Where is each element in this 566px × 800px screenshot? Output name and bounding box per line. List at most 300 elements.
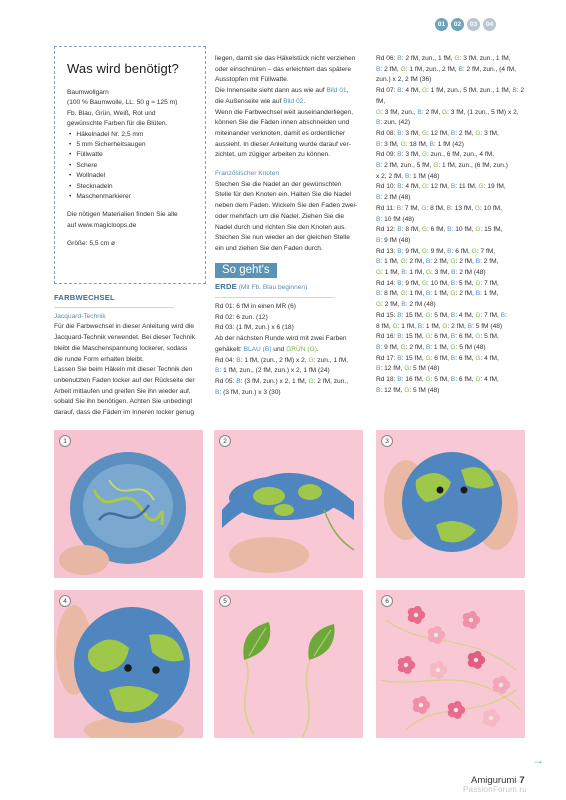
materials-item: • Stecknadeln xyxy=(69,182,193,192)
color-code-gruen: G xyxy=(421,247,427,255)
materials-intro-line: Baumwollgarn xyxy=(67,89,109,96)
page-indicator xyxy=(435,18,496,31)
text-span: : 16 fM, xyxy=(401,376,426,384)
materials-item: • Füllwatte xyxy=(69,150,193,160)
color-code-blau: B xyxy=(450,279,456,287)
color-code-blau: B xyxy=(376,290,381,298)
text-span: : 9 fM, xyxy=(426,247,448,255)
text-span: : 6 fM, xyxy=(430,354,451,362)
color-code-blau: B xyxy=(397,247,402,255)
text-span: die Außenseite wie auf xyxy=(215,97,284,105)
materials-item: • Wollnadel xyxy=(69,171,193,181)
color-code-gruen: G xyxy=(376,108,382,116)
text-span: : 3 fM, xyxy=(480,129,499,137)
bild-01-link[interactable]: Bild 01 xyxy=(326,87,347,95)
color-code-gruen: G xyxy=(376,301,382,309)
page-dot: 02 xyxy=(451,18,464,31)
text-span: : 10 fM, xyxy=(451,226,476,234)
color-code-blau: B xyxy=(417,108,422,116)
text-span: : 10 fM, xyxy=(480,204,503,212)
photo-leaves xyxy=(214,590,363,738)
magazine-name: Amigurumi xyxy=(471,775,517,786)
color-code-blau: B xyxy=(376,258,381,266)
color-code-gruen: G xyxy=(400,290,406,298)
text-span: : xyxy=(505,311,507,319)
text-span: : 4 fM, xyxy=(480,376,499,384)
round-line xyxy=(376,140,526,151)
page-dot: 01 xyxy=(435,18,448,31)
color-code-gruen: G xyxy=(400,258,406,266)
round-line xyxy=(376,322,526,333)
materials-note-line: Die nötigen Materialien finden Sie alle xyxy=(67,211,178,219)
color-code-gruen: G xyxy=(454,55,460,62)
color-code-blau: B xyxy=(397,311,402,319)
text-span: Rd 09: xyxy=(376,151,398,159)
color-code-gruen: G xyxy=(421,183,427,191)
divider xyxy=(215,297,335,298)
text-span: : 6 fM, xyxy=(455,333,476,341)
text-span: : 1 fM, zun., 5 fM, zun., 1 fM, xyxy=(426,87,513,95)
color-code-gruen: G xyxy=(421,226,427,234)
photo-number: 1 xyxy=(59,435,71,447)
round-line xyxy=(376,386,526,397)
text-span: : 3 fM, xyxy=(401,129,422,137)
body-line: die runde Form erhalten bleibt. xyxy=(54,355,144,363)
text-span: : 1 fM (48) xyxy=(409,172,440,180)
text-span: : 1 fM, zun., (2 fM, zun.) x 2, 1 fM (24) xyxy=(219,367,330,375)
round-line xyxy=(376,247,526,258)
text-span: : 1 fM, xyxy=(380,258,401,266)
text-span: : 7 fM, xyxy=(480,311,501,319)
body-line: Nadel durch und richten Sie den Knoten aus. xyxy=(215,223,347,231)
round-line xyxy=(215,356,375,367)
text-span: : 5 fM (48) xyxy=(409,386,440,394)
color-code-gruen: G xyxy=(475,279,481,287)
color-code-blau: B xyxy=(425,343,431,351)
materials-item: • Maschenmarkierer xyxy=(69,192,193,202)
text-span: : 5 fM, xyxy=(455,279,476,287)
erde-heading-line xyxy=(215,282,375,294)
round-line xyxy=(376,75,526,86)
text-span: : 1 fM (42) xyxy=(433,140,464,148)
text-span: : 18 fM, xyxy=(405,140,430,148)
color-code-blau: B xyxy=(215,367,220,375)
text-span: : 2 fM, xyxy=(405,343,426,351)
text-span: x 2, 2 fM, xyxy=(376,172,405,180)
text-span: : 8 fM, xyxy=(426,204,447,212)
knoten-heading: Französischer Knoten xyxy=(215,170,280,178)
round-line xyxy=(215,377,375,388)
round-line xyxy=(376,215,526,226)
text-span: : 15 fM, xyxy=(401,333,426,341)
color-code-blau: B xyxy=(425,258,431,266)
text-span: : 4 fM, xyxy=(401,183,422,191)
round-line xyxy=(376,332,526,343)
text-span: : 2 fM, xyxy=(455,129,476,137)
color-code-blau: B xyxy=(397,183,402,191)
photo-number: 6 xyxy=(381,595,393,607)
color-code-blau: B xyxy=(376,162,381,170)
text-span: Rd 07: xyxy=(376,87,398,95)
color-code-blau: B xyxy=(458,65,463,73)
text-span: : 3 fM, zun., xyxy=(381,108,418,116)
color-code-gruen: G xyxy=(421,151,427,159)
color-code-blau: B xyxy=(236,356,241,364)
bild-02-link[interactable]: Bild 02 xyxy=(283,97,304,105)
text-span: : 10 fM, xyxy=(426,279,451,287)
text-span: : 2 fM, zun., 1 fM, xyxy=(401,55,455,62)
text-span: : 6 fM, xyxy=(451,247,472,255)
body-line: unbenutzten Faden locker auf der Rückseite der xyxy=(54,376,195,384)
color-code-gruen: G xyxy=(441,108,448,116)
body-line: ein und ziehen Sie den Faden durch. xyxy=(215,244,323,252)
body-line: zichtet, um zügiger arbeiten zu können. xyxy=(215,151,331,159)
page-dot: 04 xyxy=(483,18,496,31)
color-code-gruen: G xyxy=(433,162,439,170)
text-span: : 2 fM, xyxy=(480,258,499,266)
round-line xyxy=(376,118,526,129)
text-span: : 2 fM, xyxy=(421,108,442,116)
round-line xyxy=(376,343,526,354)
photo-number: 4 xyxy=(59,595,71,607)
photo-inside-ball xyxy=(54,430,203,578)
text-span: : 15 fM, xyxy=(480,226,503,234)
materials-title: Was wird benötigt? xyxy=(67,61,179,76)
text-span: : 9 fM (48) xyxy=(380,236,411,244)
body-line: Ausstopfen mit Füllwatte. xyxy=(215,76,289,84)
color-code-gruen: G xyxy=(425,269,431,277)
text-span: , xyxy=(346,87,349,95)
text-span: : 1 fM, zun., 2 fM, xyxy=(405,65,459,73)
body-line: Jacquard-Technik verwendet. Bei dieser Technik xyxy=(54,334,195,342)
color-code-blau: B xyxy=(401,301,406,309)
text-span: : 1 fM, xyxy=(430,343,451,351)
round-line xyxy=(376,172,526,183)
text-span: : 2 fM, xyxy=(447,322,468,330)
text-span: : zun. (42) xyxy=(380,119,411,127)
color-code-blau: B xyxy=(236,377,241,385)
color-code-gruen: G xyxy=(450,290,456,298)
photo-number: 5 xyxy=(219,595,231,607)
text-span: : 2 fM, xyxy=(455,258,476,266)
color-code-blau: B xyxy=(397,279,402,287)
color-code-gruen: G xyxy=(404,386,410,394)
text-span: Rd 13: xyxy=(376,247,398,255)
text-span: : 1 fM, xyxy=(422,322,443,330)
body-line: Stechen Sie die Nadel an der gewünschten xyxy=(215,180,342,188)
text-span: : 2 fM, xyxy=(381,301,402,309)
photo-outside-half xyxy=(214,430,363,578)
color-code-blau: B xyxy=(447,226,452,234)
color-code-gruen: G xyxy=(421,279,427,287)
color-code-blau: B xyxy=(376,65,381,73)
text-span: : (3 fM, zun.) x 2, 1 fM, xyxy=(240,377,309,385)
text-span: : 1 fM, xyxy=(405,269,426,277)
round-line xyxy=(376,182,526,193)
text-span: . xyxy=(303,97,306,105)
body-line: können Sie die Fäden innen abschneiden und xyxy=(215,119,350,127)
text-span: Rd 04: xyxy=(215,356,237,364)
round-line xyxy=(376,375,526,386)
color-code-blau: B xyxy=(467,322,473,330)
round-line xyxy=(376,225,526,236)
farbwechsel-sub: Jacquard-Technik xyxy=(54,312,106,320)
text-span: : 10 fM (48) xyxy=(380,215,415,223)
body-line: oder einschnüren – das erleichtert das spätere xyxy=(215,65,351,73)
color-code-gruen: G xyxy=(425,311,431,319)
materials-box xyxy=(54,46,206,284)
text-span: : 2 fM (48) xyxy=(455,269,486,277)
text-span: Rd 05: xyxy=(215,377,237,385)
materials-item: • 5 mm Sicherheitsaugen xyxy=(69,140,193,150)
body-line: Ab der nächsten Runde wird mit zwei Farben xyxy=(215,335,347,343)
text-span: : 15 fM, xyxy=(401,311,426,319)
round-line xyxy=(376,108,526,119)
text-span: : 9 fM, xyxy=(401,247,422,255)
color-code-blau: B xyxy=(446,204,452,212)
text-span: : 1 fM, xyxy=(480,290,499,298)
color-code-gruen: G xyxy=(475,376,481,384)
text-span: : 2 fM, xyxy=(380,65,401,73)
page-dot: 03 xyxy=(467,18,480,31)
text-span: : 2 fM, xyxy=(455,290,476,298)
round-line: Rd 01: 6 fM in einen MR (6) xyxy=(215,303,296,311)
color-code-gruen: G xyxy=(475,354,481,362)
round-line xyxy=(215,366,375,377)
color-code-blau: B xyxy=(451,269,456,277)
photo-earth-eyes xyxy=(376,430,525,578)
color-code-gruen: G xyxy=(471,247,477,255)
color-code-gruen: G xyxy=(421,204,427,212)
body-line: Arbeit mitlaufen und greifen Sie ihn wieder auf, xyxy=(54,387,191,395)
round-line xyxy=(376,129,526,140)
body-line: aussieht. In dieser Anleitung wurde darauf ver- xyxy=(215,140,351,148)
color-code-blau: B xyxy=(500,311,506,319)
color-code-blau: B xyxy=(450,354,456,362)
text-span: : 2 fM, zun., xyxy=(313,377,349,385)
color-code-blau: B xyxy=(450,333,456,341)
color-code-gruen: G xyxy=(421,129,427,137)
farbwechsel-heading: FARBWECHSEL xyxy=(54,293,115,302)
round-line xyxy=(376,86,526,107)
color-code-gruen: G xyxy=(308,377,314,385)
text-span: : 13 fM, xyxy=(451,204,475,212)
text-span: : 5 fM (48) xyxy=(409,365,440,373)
text-span: Rd 17: xyxy=(376,354,398,362)
text-span: : 12 fM, xyxy=(380,365,405,373)
round-line: Rd 03: (1 fM, zun.) x 6 (18) xyxy=(215,324,294,332)
text-span: : 2 fM, zun., (4 fM, xyxy=(462,65,517,73)
color-code-gruen: G xyxy=(475,226,481,234)
text-span: : 8 fM, xyxy=(380,290,401,298)
color-code-gruen: G xyxy=(421,87,427,95)
page-number: 7 xyxy=(519,775,525,786)
body-line xyxy=(215,86,375,97)
color-code-blau: B xyxy=(401,269,406,277)
color-code-gruen: G xyxy=(392,322,398,330)
text-span: : 2 fM, zun., 5 fM, xyxy=(380,162,434,170)
photo-number: 3 xyxy=(381,435,393,447)
text-span: Rd 14: xyxy=(376,279,398,287)
text-span: : 5 fM (48) xyxy=(455,343,486,351)
color-code-blau: B xyxy=(475,290,481,298)
color-code-blau: B xyxy=(397,376,402,384)
body-line xyxy=(215,97,375,108)
color-code-gruen: G xyxy=(475,129,481,137)
color-code-blau: B xyxy=(397,333,402,341)
text-span: : 2 fM, xyxy=(405,258,426,266)
color-code-gruen: G xyxy=(450,343,456,351)
text-span: : 6 fM, xyxy=(430,333,451,341)
text-span: : 1 fM, xyxy=(405,290,426,298)
body-line: Stechen Sie nun wieder an der gleichen Stelle xyxy=(215,234,350,242)
color-code-blau: B xyxy=(397,151,402,159)
color-code-blau: B xyxy=(397,354,402,362)
text-span: : 5 fM, xyxy=(480,333,499,341)
round-line xyxy=(376,236,526,247)
color-code-blau: B xyxy=(396,204,402,212)
color-code-gruen: G xyxy=(475,333,481,341)
text-span: : zun., 1 fM, xyxy=(313,356,349,364)
color-code-blau: B xyxy=(376,119,381,127)
text-span: Rd 08: xyxy=(376,129,398,137)
body-line: Für die Farbwechsel in dieser Anleitung wird die xyxy=(54,323,195,331)
color-code-blau: B xyxy=(450,311,456,319)
text-span: gehäkelt: xyxy=(215,345,244,353)
text-span: : 2 fM, xyxy=(430,258,451,266)
text-span: und xyxy=(271,345,287,353)
text-span: : 19 fM, xyxy=(483,183,506,191)
text-span: Rd 12: xyxy=(376,226,398,234)
erde-heading: ERDE xyxy=(215,282,237,292)
text-span: : 3 fM, xyxy=(431,269,452,277)
text-span: : 2 fM, xyxy=(376,87,525,105)
text-span: zun.) x 2, 2 fM (36) xyxy=(376,76,432,84)
body-line: darauf, dass die Fäden im Inneren locker genug xyxy=(54,409,195,417)
color-code-blau: B xyxy=(397,129,402,137)
text-span: : 12 fM, xyxy=(380,386,405,394)
text-span: Rd 15: xyxy=(376,311,398,319)
body-line: bleibt die Maschenspannung lockerer, sodass xyxy=(54,344,188,352)
text-span: : 9 fM, xyxy=(401,279,422,287)
color-code-blau: B xyxy=(425,290,431,298)
color-code-blau: B xyxy=(512,87,517,95)
color-code-gruen: G xyxy=(442,322,448,330)
text-span: : 6 fM, xyxy=(455,354,476,362)
round-line xyxy=(376,268,526,279)
text-span: Die Innenseite sieht dann aus wie auf xyxy=(215,87,327,95)
farbwechsel-section xyxy=(54,293,214,419)
color-code-gruen: G xyxy=(475,311,481,319)
next-page-arrow-icon[interactable]: → xyxy=(532,753,544,767)
materials-intro-line: (100 % Baumwolle, LL: 50 g ≈ 125 m) xyxy=(67,99,178,107)
text-span: : 2 fM (48) xyxy=(380,194,411,202)
body-line xyxy=(215,345,375,356)
color-code-gruen: G xyxy=(425,376,431,384)
text-span: Rd 10: xyxy=(376,183,398,191)
text-span: : 4 fM, xyxy=(401,87,422,95)
color-code-blau: B xyxy=(376,140,381,148)
text-span: : 3 fM, xyxy=(401,151,422,159)
color-code-blau: B xyxy=(376,236,381,244)
text-span: : 4 fM, xyxy=(480,354,499,362)
text-span: : 7 fM, xyxy=(476,247,496,255)
so-gehts-banner: So geht's xyxy=(215,263,277,279)
text-span: : 6 fM, xyxy=(426,226,448,234)
color-code-blau: B xyxy=(475,258,481,266)
text-span: : 1 fM, (zun., 2 fM) x 2, xyxy=(240,356,309,364)
text-span: . xyxy=(316,345,319,353)
text-span: : zun., 6 fM, zun., 4 fM, xyxy=(426,151,495,159)
text-span: 8 fM, xyxy=(376,322,393,330)
round-line xyxy=(376,300,526,311)
text-span: : 6 fM, xyxy=(455,376,476,384)
materials-note-line: auf www.magicloops.de xyxy=(67,221,137,229)
color-code-blau: B xyxy=(450,183,456,191)
color-code-blau: B xyxy=(450,376,456,384)
round-line xyxy=(376,279,526,290)
photo-flowers xyxy=(376,590,525,738)
round-line xyxy=(376,311,526,322)
text-span: Rd 18: xyxy=(376,376,398,384)
text-span: : 1 fM, zun., (6 fM, zun.) xyxy=(438,162,508,170)
text-span: Rd 11: xyxy=(376,204,397,212)
color-code-gruen: G xyxy=(404,365,410,373)
color-code-gruen: G xyxy=(450,258,456,266)
round-line xyxy=(376,364,526,375)
text-span: : 11 fM, xyxy=(455,183,479,191)
text-span: : 12 fM, xyxy=(426,183,451,191)
round-line xyxy=(376,257,526,268)
materials-item: • Schere xyxy=(69,161,193,171)
text-span: : 7 fM, xyxy=(401,204,422,212)
text-span: : 3 fM, zun., 1 fM, xyxy=(459,55,511,62)
round-line xyxy=(376,150,526,161)
body-line: Stelle für den Knoten ein. Halten Sie die Nadel xyxy=(215,191,351,199)
color-code-blau: B xyxy=(397,87,402,95)
round-line xyxy=(376,354,526,365)
text-span: : 7 fM, xyxy=(480,279,499,287)
body-line: neben dem Faden. Wickeln Sie den Faden zwei- xyxy=(215,202,358,210)
round-line xyxy=(376,193,526,204)
color-code-blau: B xyxy=(376,365,381,373)
text-span: : 15 fM, xyxy=(401,354,426,362)
color-code-blau: B xyxy=(376,386,381,394)
body-line: miteinander verknoten, damit es ordentlicher xyxy=(215,129,346,137)
spacer xyxy=(215,161,375,169)
color-code-gruen: G xyxy=(400,140,406,148)
color-code-blau: B xyxy=(376,343,381,351)
text-span: Rd 16: xyxy=(376,333,398,341)
text-span: : 3 fM, (1 zun., 5 fM) x 2, xyxy=(447,108,519,116)
body-line: Lassen Sie beim Häkeln mit dieser Technik den xyxy=(54,366,193,374)
color-label-gruen: GRÜN (G) xyxy=(286,345,317,353)
text-span: : 9 fM, xyxy=(380,343,401,351)
color-code-blau: B xyxy=(404,172,410,180)
text-span: : 1 fM, xyxy=(397,322,418,330)
text-span: : 5 fM (48) xyxy=(472,322,503,330)
watermark: PassionForum.ru xyxy=(463,785,527,794)
middle-column xyxy=(215,54,375,398)
color-code-blau: B xyxy=(376,194,381,202)
text-span: : 5 fM, xyxy=(430,311,451,319)
color-code-blau: B xyxy=(417,322,423,330)
text-span: : 2 fM (48) xyxy=(405,301,436,309)
text-span: : 4 fM, xyxy=(455,311,476,319)
body-line: Wenn die Farbwechsel weit auseinanderliegen, xyxy=(215,108,354,116)
photo-earth-front xyxy=(54,590,203,738)
round-line xyxy=(376,65,526,76)
